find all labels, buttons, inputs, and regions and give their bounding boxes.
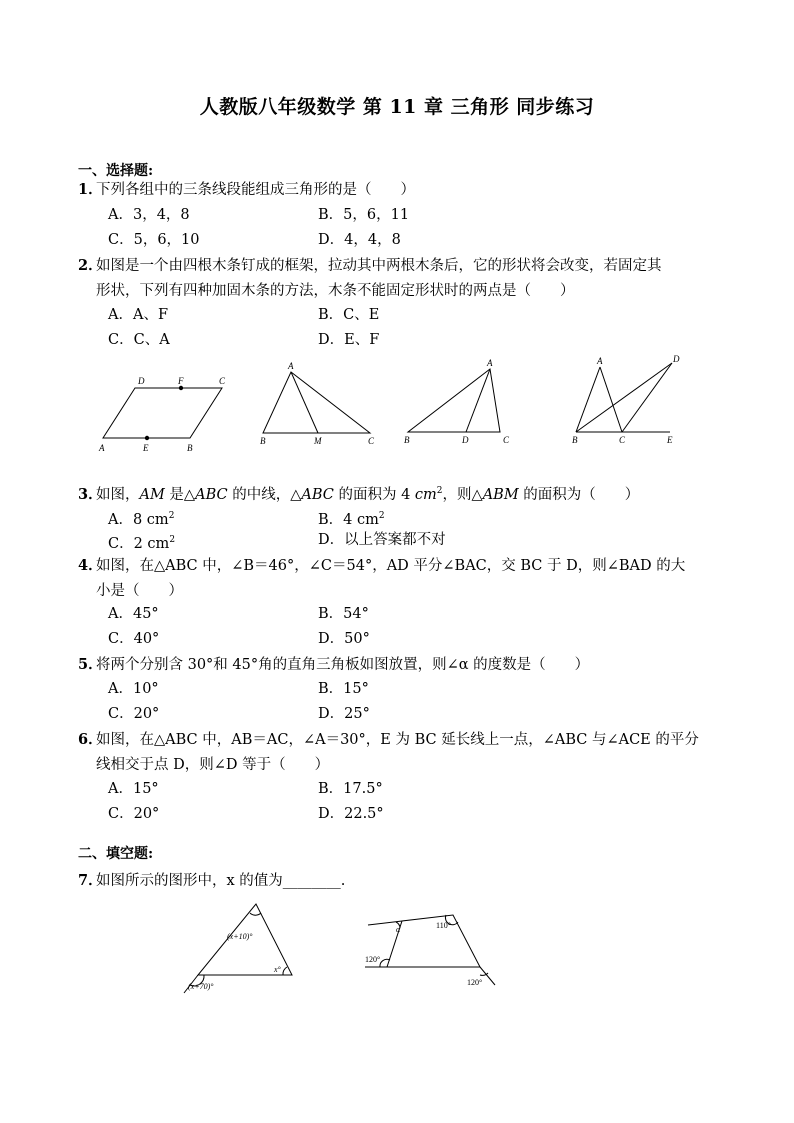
section-fill-heading: 二、填空题: (78, 846, 154, 862)
label-alpha: α (396, 925, 401, 934)
angle-bisector-figure (576, 363, 672, 432)
option-d: D．50° (318, 631, 370, 647)
question-4 (78, 553, 728, 604)
label-e: E (667, 435, 673, 445)
option-c: C．20° (108, 706, 160, 722)
option-c: C．5，6，10 (108, 232, 200, 248)
point-f (179, 386, 183, 390)
label-d: D (138, 376, 145, 386)
option-d: D．以上答案都不对 (318, 532, 446, 548)
option-a: A．3，4，8 (108, 207, 190, 223)
label-a: A (487, 358, 493, 368)
median-triangle-figure (263, 372, 370, 433)
label-d: D (673, 355, 680, 364)
label-a: A (597, 356, 603, 366)
bisector-triangle-figure (408, 369, 500, 432)
label-c: C (219, 376, 226, 386)
option-b: B．15° (318, 681, 369, 697)
option-a: A．15° (108, 781, 159, 797)
parallelogram-figure (103, 388, 222, 438)
page-title: 人教版八年级数学 第 11 章 三角形 同步练习 (199, 96, 595, 118)
label-110: 110° (436, 921, 451, 930)
section-choice-heading: 一、选择题: (78, 163, 154, 179)
question-text-cont: 形状，下列有四种加固木条的方法，木条不能固定形状时的两点是（ ） (96, 283, 575, 299)
label-a: A (288, 361, 294, 371)
question-text: 如图，在△ABC 中，∠B＝46°，∠C＝54°，AD 平分∠BAC，交 BC 于 D，则∠BAD 的大 (96, 558, 686, 574)
question-number: 5． (78, 656, 103, 673)
option-b: B．4 $cm^2$ (318, 511, 385, 528)
option-d: D．E、F (318, 332, 380, 348)
label-a: A (99, 443, 105, 453)
question-text: 如图，AM 是△ABC 的中线，△ABC 的面积为 4 $cm^2$，则△ABM 的面积为（ ） (96, 486, 640, 503)
question-number: 3． (78, 485, 103, 503)
question-text-cont: 线相交于点 D，则∠D 等于（ ） (96, 757, 330, 773)
label-120-right: 120° (467, 978, 483, 987)
exterior-angle-triangle (180, 904, 292, 993)
point-e (145, 436, 149, 440)
question-6 (78, 727, 728, 778)
label-c: C (619, 435, 626, 445)
option-d: D．25° (318, 706, 370, 722)
label-c: C (503, 435, 510, 445)
option-c: C．40° (108, 631, 160, 647)
label-d: D (462, 435, 469, 445)
figures-row (90, 355, 690, 455)
exterior-angle-quadrilateral (365, 915, 495, 985)
label-m: M (314, 436, 322, 446)
label-b: B (404, 435, 410, 445)
label-b: B (260, 436, 266, 446)
question-5 (78, 652, 728, 678)
option-b: B．17.5° (318, 781, 383, 797)
label-x: x° (274, 965, 281, 974)
question-text: 如图，在△ABC 中，AB＝AC，∠A＝30°，E 为 BC 延长线上一点，∠ABC 与∠ACE 的平分 (96, 732, 699, 748)
question-text: 将两个分别含 30°和 45°角的直角三角板如图放置，则∠α 的度数是（ ） (96, 657, 590, 673)
question-text: 如图是一个由四根木条钉成的框架，拉动其中两根木条后，它的形状将会改变，若固定其 (96, 258, 662, 274)
option-c: C．2 $cm^2$ (108, 535, 176, 552)
question-number: 4． (78, 557, 103, 574)
question-text: 下列各组中的三条线段能组成三角形的是（ ） (96, 182, 415, 198)
label-b: B (572, 435, 578, 445)
option-c: C．C、A (108, 332, 170, 348)
option-a: A．8 $cm^2$ (108, 511, 175, 528)
label-x-plus-10: (x+10)° (227, 932, 253, 941)
option-b: B．54° (318, 606, 369, 622)
question-2 (78, 253, 728, 304)
label-b: B (187, 443, 193, 453)
label-120-left: 120° (365, 955, 381, 964)
question-text: 如图所示的图形中，x 的值为________. (96, 873, 346, 889)
q7-figures (170, 895, 510, 1000)
question-1 (78, 177, 728, 203)
label-x-plus-70: (x+70)° (188, 982, 214, 991)
question-3 (78, 479, 728, 508)
option-a: A．10° (108, 681, 159, 697)
option-d: D．22.5° (318, 806, 384, 822)
question-number: 6． (78, 731, 103, 748)
option-c: C．20° (108, 806, 160, 822)
option-a: A．A、F (108, 307, 169, 323)
question-number: 1． (78, 181, 103, 198)
question-text-cont: 小是（ ） (96, 583, 183, 599)
label-e: E (143, 443, 149, 453)
option-b: B．C、E (318, 307, 380, 323)
question-7 (78, 868, 728, 894)
option-d: D．4，4，8 (318, 232, 401, 248)
label-c: C (368, 436, 375, 446)
question-number: 7． (78, 872, 103, 889)
label-f: F (178, 376, 184, 386)
option-b: B．5，6，11 (318, 207, 410, 223)
option-a: A．45° (108, 606, 159, 622)
question-number: 2． (78, 257, 103, 274)
